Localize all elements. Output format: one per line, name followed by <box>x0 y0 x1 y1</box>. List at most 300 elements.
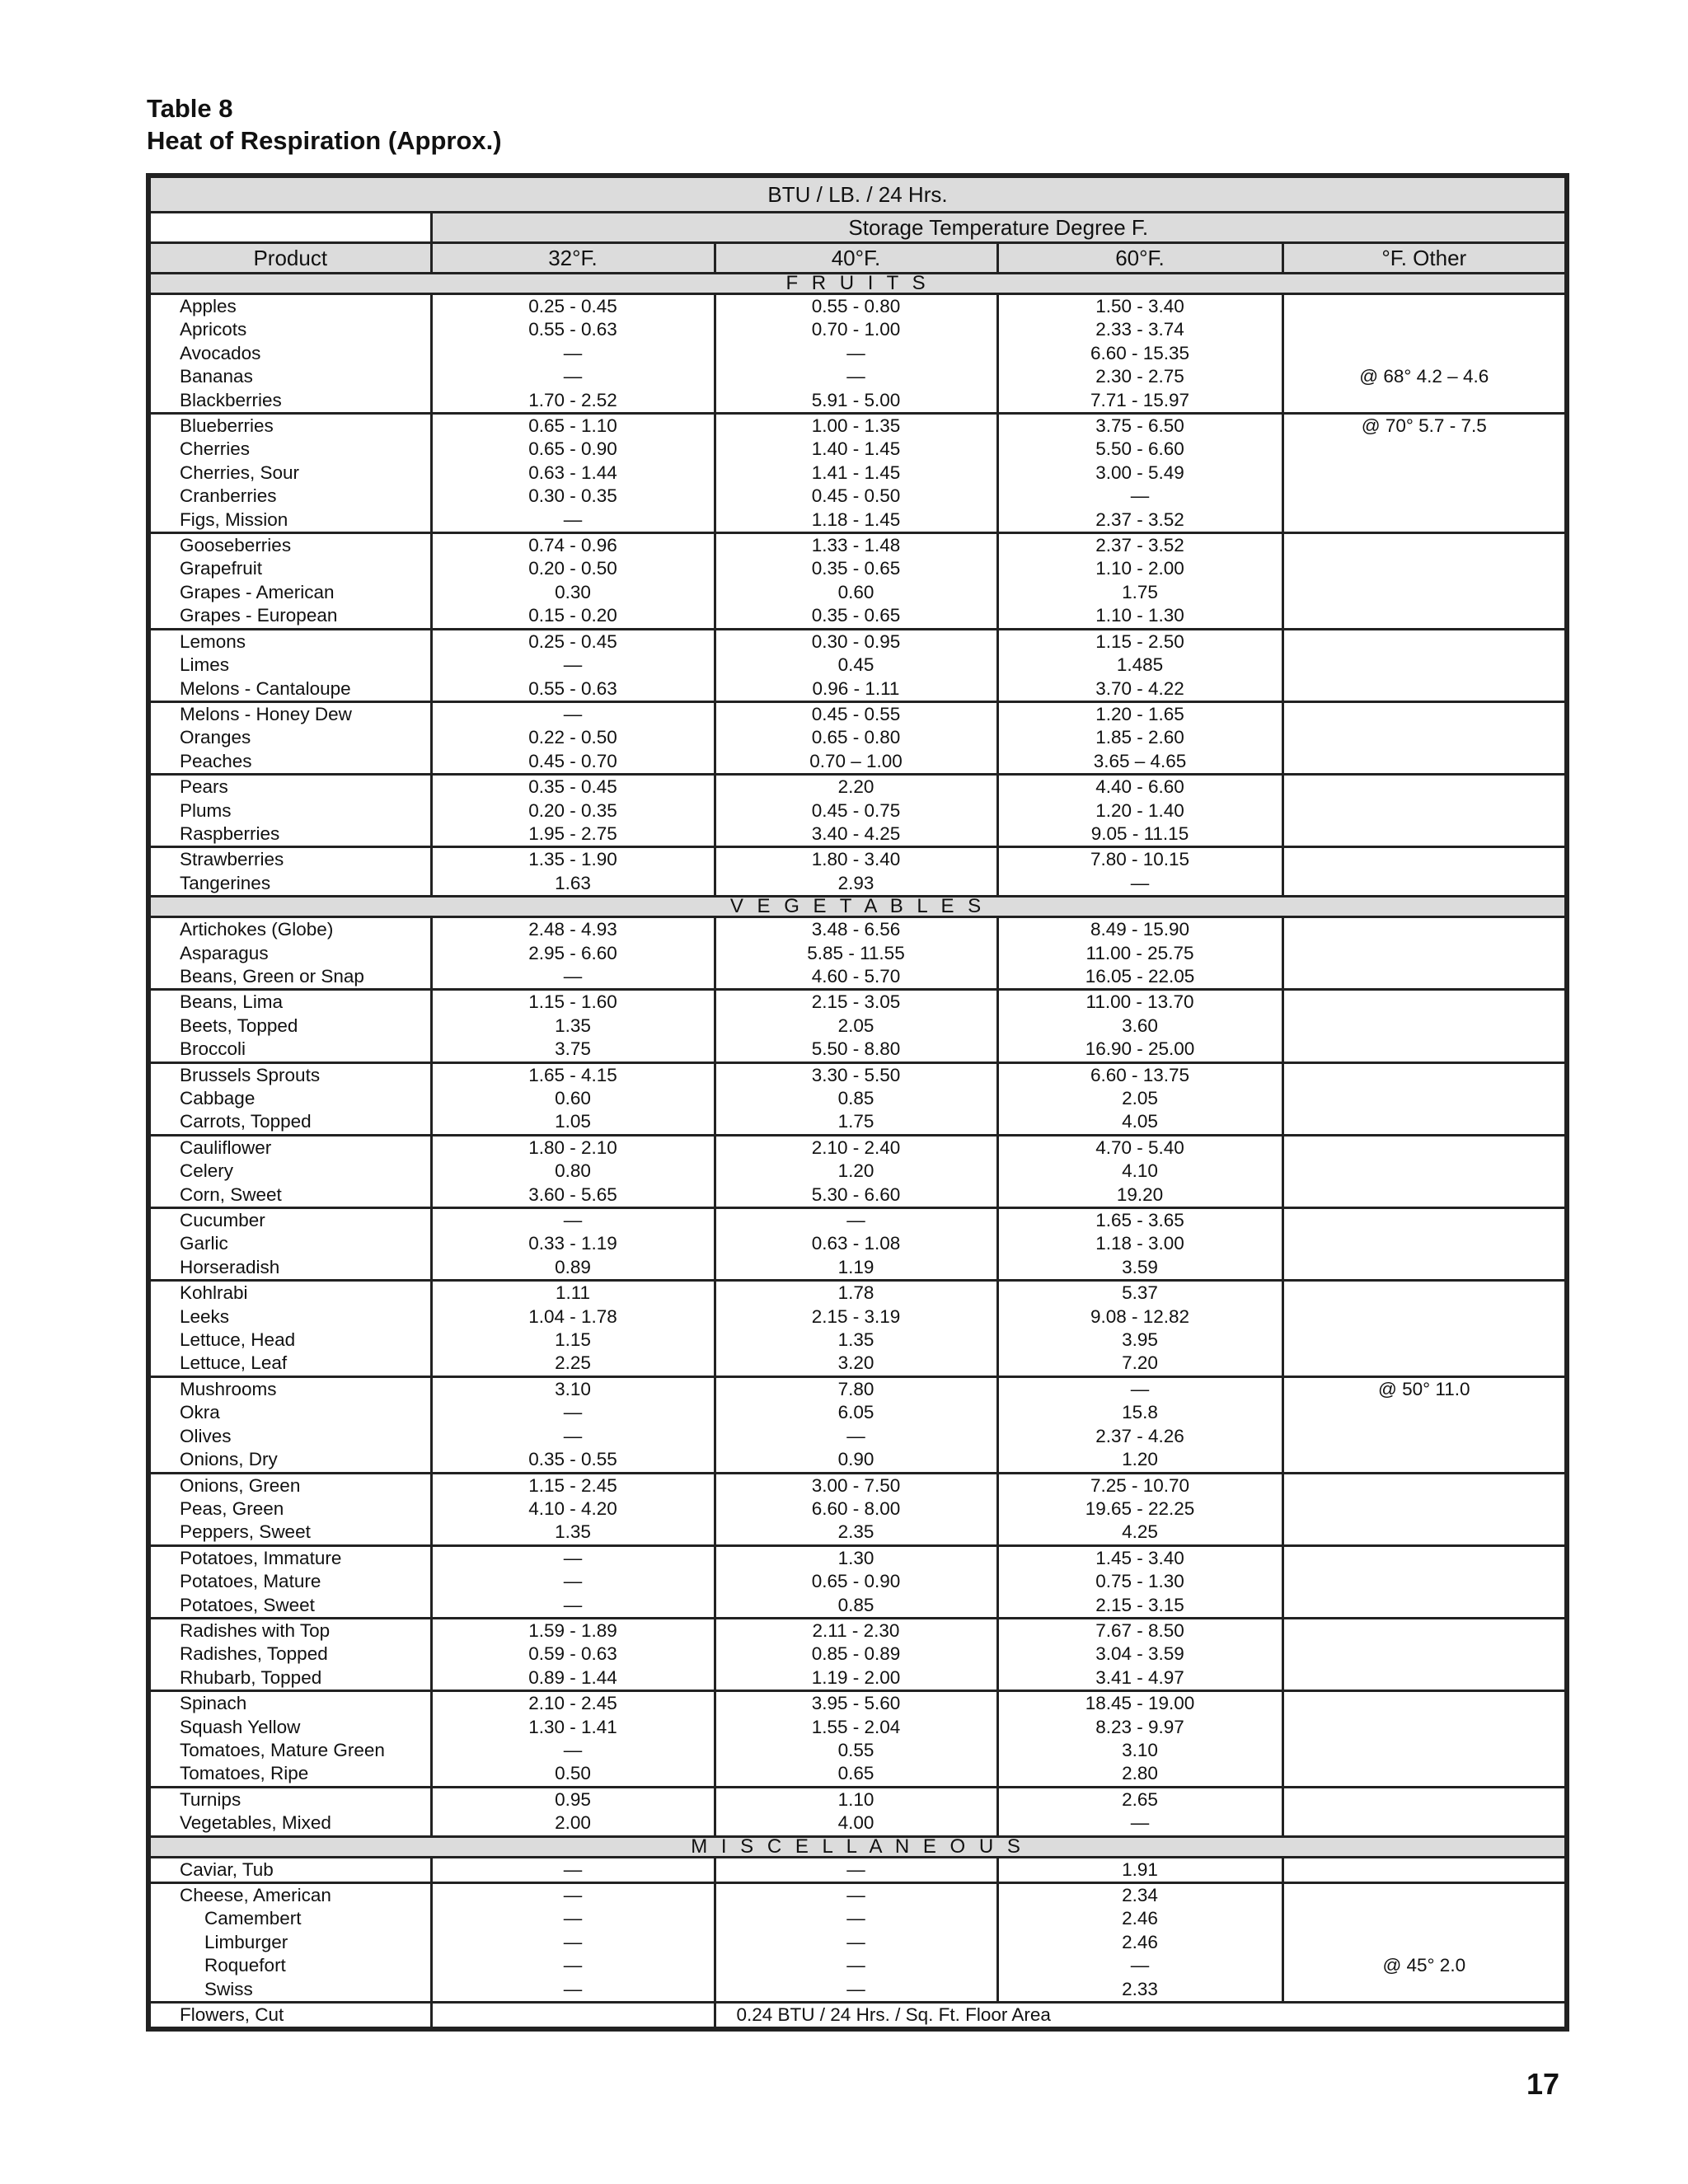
cell-product: Apples <box>148 294 431 319</box>
col-header-60f: 60°F. <box>997 243 1282 274</box>
table-row <box>148 1739 1567 1762</box>
cell-product: Broccoli <box>148 1038 431 1062</box>
cell-val-40f: 0.70 – 1.00 <box>715 750 997 775</box>
cell-val-40f: 0.35 - 0.65 <box>715 557 997 580</box>
cell-val-40f: 0.96 - 1.11 <box>715 677 997 702</box>
table-row <box>148 365 1567 388</box>
cell-product: Limburger <box>148 1931 431 1954</box>
cell-product: Cranberries <box>148 485 431 508</box>
cell-val-32f: — <box>431 1570 715 1593</box>
cell-val-other <box>1282 872 1567 897</box>
cell-val-40f: 3.95 - 5.60 <box>715 1691 997 1716</box>
table-row-flowers <box>148 2003 1567 2030</box>
table-row <box>148 1473 1567 1497</box>
cell-val-60f: 8.23 - 9.97 <box>997 1716 1282 1739</box>
table-row <box>148 1883 1567 1908</box>
cell-val-other: @ 70° 5.7 - 7.5 <box>1282 414 1567 438</box>
cell-val-40f: 0.85 <box>715 1087 997 1110</box>
table-label: Table 8 <box>147 94 233 123</box>
table-row <box>148 1232 1567 1255</box>
cell-val-32f: 1.11 <box>431 1281 715 1305</box>
cell-val-40f: — <box>715 1931 997 1954</box>
cell-val-other <box>1282 1716 1567 1739</box>
table-row <box>148 965 1567 990</box>
table-row <box>148 1521 1567 1545</box>
cell-val-40f: 0.55 <box>715 1739 997 1762</box>
cell-val-other <box>1282 533 1567 558</box>
cell-product: Camembert <box>148 1907 431 1930</box>
cell-val-other <box>1282 342 1567 365</box>
cell-val-32f: 0.25 - 0.45 <box>431 629 715 654</box>
cell-val-other <box>1282 1545 1567 1570</box>
cell-val-other <box>1282 1594 1567 1619</box>
cell-val-32f: 1.35 <box>431 1521 715 1545</box>
cell-val-other <box>1282 389 1567 414</box>
table-row <box>148 533 1567 558</box>
cell-val-other <box>1282 509 1567 533</box>
cell-val-32f: 0.33 - 1.19 <box>431 1232 715 1255</box>
cell-val-32f: — <box>431 1594 715 1619</box>
cell-val-32f: 2.10 - 2.45 <box>431 1691 715 1716</box>
cell-val-32f: — <box>431 1208 715 1233</box>
cell-val-other <box>1282 726 1567 749</box>
cell-val-other <box>1282 701 1567 726</box>
cell-val-32f: 1.65 - 4.15 <box>431 1062 715 1087</box>
cell-val-40f: 7.80 <box>715 1376 997 1401</box>
cell-val-40f: 2.10 - 2.40 <box>715 1135 997 1160</box>
table-row <box>148 1762 1567 1787</box>
cell-val-32f: — <box>431 509 715 533</box>
cell-product: Olives <box>148 1425 431 1448</box>
cell-val-60f: 4.05 <box>997 1110 1282 1135</box>
table-row <box>148 799 1567 823</box>
cell-val-40f: 2.05 <box>715 1015 997 1038</box>
cell-val-40f: 6.60 - 8.00 <box>715 1497 997 1521</box>
cell-val-40f: 2.15 - 3.19 <box>715 1305 997 1329</box>
cell-val-60f: 1.18 - 3.00 <box>997 1232 1282 1255</box>
cell-val-32f: — <box>431 1401 715 1424</box>
cell-val-other: @ 68° 4.2 – 4.6 <box>1359 366 1489 387</box>
cell-val-40f: 2.35 <box>715 1521 997 1545</box>
cell-val-60f: 2.33 - 3.74 <box>997 318 1282 341</box>
section-row <box>148 1836 1567 1857</box>
cell-val-other: @ 45° 2.0 <box>1382 1955 1466 1976</box>
cell-product: Onions, Dry <box>148 1448 431 1473</box>
cell-val-40f: 1.80 - 3.40 <box>715 847 997 872</box>
cell-val-40f: 0.70 - 1.00 <box>715 318 997 341</box>
cell-val-40f: 3.00 - 7.50 <box>715 1473 997 1497</box>
table-row <box>148 1448 1567 1473</box>
cell-val-40f: — <box>715 342 997 365</box>
table-row <box>148 1183 1567 1208</box>
cell-val-60f: 7.25 - 10.70 <box>997 1473 1282 1497</box>
table-row <box>148 1305 1567 1329</box>
cell-val-other <box>1282 1208 1567 1233</box>
cell-val-32f: 1.15 <box>431 1329 715 1352</box>
cell-val-other <box>1282 990 1567 1015</box>
cell-val-60f: 7.80 - 10.15 <box>997 847 1282 872</box>
table-row <box>148 1038 1567 1062</box>
cell-val-other <box>1282 654 1567 677</box>
cell-val-other <box>1282 1570 1567 1593</box>
cell-product: Apricots <box>148 318 431 341</box>
cell-product: Melons - Honey Dew <box>148 701 431 726</box>
table-row <box>148 1643 1567 1666</box>
cell-val-60f: 2.65 <box>997 1787 1282 1811</box>
cell-product: Turnips <box>148 1787 431 1811</box>
cell-val-60f: 3.59 <box>997 1256 1282 1281</box>
cell-product: Cherries <box>148 438 431 461</box>
table-row <box>148 604 1567 629</box>
cell-product: Mushrooms <box>148 1376 431 1401</box>
cell-val-32f: 0.65 - 0.90 <box>431 438 715 461</box>
cell-product: Grapefruit <box>148 557 431 580</box>
cell-val-other <box>1282 1329 1567 1352</box>
cell-val-32f: 1.15 - 1.60 <box>431 990 715 1015</box>
cell-val-40f: 0.55 - 0.80 <box>715 294 997 319</box>
cell-product: Potatoes, Immature <box>148 1545 431 1570</box>
col-header-40f: 40°F. <box>715 243 997 274</box>
cell-val-32f: 0.30 - 0.35 <box>431 485 715 508</box>
cell-val-60f: 2.37 - 4.26 <box>997 1425 1282 1448</box>
cell-val-40f: 2.15 - 3.05 <box>715 990 997 1015</box>
cell-val-60f: 3.65 – 4.65 <box>997 750 1282 775</box>
cell-product: Blackberries <box>148 389 431 414</box>
cell-val-40f: — <box>715 1978 997 2003</box>
cell-product: Beets, Topped <box>148 1015 431 1038</box>
cell-val-60f: 1.10 - 2.00 <box>997 557 1282 580</box>
cell-val-40f: 4.60 - 5.70 <box>715 965 997 990</box>
cell-val-60f: 5.37 <box>997 1281 1282 1305</box>
cell-val-32f: 0.25 - 0.45 <box>431 294 715 319</box>
cell-val-other <box>1282 1281 1567 1305</box>
cell-val-other <box>1282 1618 1567 1643</box>
cell-val-40f: 1.35 <box>715 1329 997 1352</box>
cell-product: Pears <box>148 775 431 799</box>
cell-val-other <box>1282 1643 1567 1666</box>
table-row <box>148 917 1567 942</box>
cell-val-60f: 11.00 - 13.70 <box>997 990 1282 1015</box>
table-row <box>148 1401 1567 1424</box>
cell-val-60f: — <box>997 872 1282 897</box>
table-row <box>148 462 1567 485</box>
cell-val-other <box>1282 629 1567 654</box>
cell-val-32f: 0.89 <box>431 1256 715 1281</box>
cell-val-32f: 4.10 - 4.20 <box>431 1497 715 1521</box>
cell-product: Lettuce, Leaf <box>148 1352 431 1376</box>
cell-val-60f: 6.60 - 15.35 <box>997 342 1282 365</box>
table-row <box>148 389 1567 414</box>
temp-header-row <box>148 213 1567 243</box>
table-row <box>148 485 1567 508</box>
cell-val-40f: 1.41 - 1.45 <box>715 462 997 485</box>
cell-product: Raspberries <box>148 823 431 847</box>
cell-val-other <box>1282 1762 1567 1787</box>
respiration-table <box>146 173 1569 2032</box>
cell-val-40f: 0.90 <box>715 1448 997 1473</box>
cell-val-other <box>1282 604 1567 629</box>
cell-val-60f: 15.8 <box>997 1401 1282 1424</box>
cell-val-other <box>1282 1666 1567 1691</box>
cell-val-32f: — <box>431 365 715 388</box>
cell-val-40f: — <box>715 365 997 388</box>
table-row <box>148 1545 1567 1570</box>
cell-val-40f: 5.50 - 8.80 <box>715 1038 997 1062</box>
cell-val-other <box>1282 1401 1567 1424</box>
cell-product: Grapes - European <box>148 604 431 629</box>
cell-val-40f: 0.85 - 0.89 <box>715 1643 997 1666</box>
table-row <box>148 1087 1567 1110</box>
cell-product: Spinach <box>148 1691 431 1716</box>
cell-val-40f: 1.40 - 1.45 <box>715 438 997 461</box>
table-row <box>148 1256 1567 1281</box>
cell-val-32f: 1.80 - 2.10 <box>431 1135 715 1160</box>
cell-product: Limes <box>148 654 431 677</box>
cell-val-40f: 6.05 <box>715 1401 997 1424</box>
cell-val-60f: 0.75 - 1.30 <box>997 1570 1282 1593</box>
cell-product: Lettuce, Head <box>148 1329 431 1352</box>
table-row <box>148 775 1567 799</box>
cell-val-60f: — <box>997 1954 1282 1977</box>
table-row <box>148 701 1567 726</box>
cell-product: Radishes with Top <box>148 1618 431 1643</box>
cell-val-32f: 0.63 - 1.44 <box>431 462 715 485</box>
cell-val-32f: 0.89 - 1.44 <box>431 1666 715 1691</box>
page-number: 17 <box>1526 2067 1560 2101</box>
cell-val-60f: 2.05 <box>997 1087 1282 1110</box>
cell-val-32f: 0.22 - 0.50 <box>431 726 715 749</box>
cell-val-other <box>1282 965 1567 990</box>
table-row <box>148 823 1567 847</box>
units-header: BTU / LB. / 24 Hrs. <box>148 176 1567 213</box>
cell-val-40f: — <box>715 1425 997 1448</box>
cell-product: Tangerines <box>148 872 431 897</box>
cell-val-40f: 0.45 - 0.75 <box>715 799 997 823</box>
cell-val-60f: 7.67 - 8.50 <box>997 1618 1282 1643</box>
cell-val-32f: 0.45 - 0.70 <box>431 750 715 775</box>
cell-val-60f: 3.75 - 6.50 <box>997 414 1282 438</box>
cell-val-other <box>1282 1062 1567 1087</box>
cell-product: Kohlrabi <box>148 1281 431 1305</box>
cell-product: Tomatoes, Mature Green <box>148 1739 431 1762</box>
header-blank <box>148 213 431 243</box>
cell-val-40f: 0.30 - 0.95 <box>715 629 997 654</box>
cell-val-40f: 0.60 <box>715 581 997 604</box>
table-row <box>148 1135 1567 1160</box>
cell-val-60f: 1.20 - 1.40 <box>997 799 1282 823</box>
table-row <box>148 557 1567 580</box>
cell-val-other <box>1282 1232 1567 1255</box>
table-row <box>148 438 1567 461</box>
cell-val-60f: 3.00 - 5.49 <box>997 462 1282 485</box>
cell-val-32f: 2.48 - 4.93 <box>431 917 715 942</box>
cell-val-60f: 4.10 <box>997 1160 1282 1183</box>
cell-val-32f: 1.15 - 2.45 <box>431 1473 715 1497</box>
cell-val-40f: 3.48 - 6.56 <box>715 917 997 942</box>
cell-val-40f: 5.30 - 6.60 <box>715 1183 997 1208</box>
cell-product: Cucumber <box>148 1208 431 1233</box>
cell-product: Beans, Green or Snap <box>148 965 431 990</box>
cell-val-60f: 1.15 - 2.50 <box>997 629 1282 654</box>
table-row <box>148 1666 1567 1691</box>
cell-val-32f: 0.50 <box>431 1762 715 1787</box>
col-header-product: Product <box>148 243 431 274</box>
cell-val-other <box>1282 799 1567 823</box>
cell-val-60f: 19.65 - 22.25 <box>997 1497 1282 1521</box>
cell-val-32f: 1.35 <box>431 1015 715 1038</box>
table-row <box>148 1931 1567 1954</box>
cell-val-40f: 0.63 - 1.08 <box>715 1232 997 1255</box>
cell-val-40f: 0.45 - 0.55 <box>715 701 997 726</box>
cell-val-32f: 1.05 <box>431 1110 715 1135</box>
cell-val-60f: 16.90 - 25.00 <box>997 1038 1282 1062</box>
cell-val-40f: 1.20 <box>715 1160 997 1183</box>
cell-product: Radishes, Topped <box>148 1643 431 1666</box>
cell-product: Rhubarb, Topped <box>148 1666 431 1691</box>
cell-val-other <box>1282 1038 1567 1062</box>
cell-val-60f: 1.20 - 1.65 <box>997 701 1282 726</box>
table-row <box>148 1160 1567 1183</box>
cell-val-40f: 0.35 - 0.65 <box>715 604 997 629</box>
table-row <box>148 1062 1567 1087</box>
cell-val-60f: 9.05 - 11.15 <box>997 823 1282 847</box>
cell-val-other <box>1282 1256 1567 1281</box>
cell-product: Potatoes, Sweet <box>148 1594 431 1619</box>
table-row <box>148 1787 1567 1811</box>
cell-val-other <box>1282 1135 1567 1160</box>
cell-val-other <box>1282 823 1567 847</box>
cell-val-other <box>1282 1883 1567 1908</box>
cell-val-40f: — <box>715 1954 997 1977</box>
cell-val-32f: — <box>431 342 715 365</box>
cell-val-other <box>1282 1015 1567 1038</box>
cell-val-32f: 0.60 <box>431 1087 715 1110</box>
cell-val-60f: 1.45 - 3.40 <box>997 1545 1282 1570</box>
cell-val-32f: 0.55 - 0.63 <box>431 318 715 341</box>
table-row <box>148 677 1567 702</box>
cell-product: Plums <box>148 799 431 823</box>
cell-val-other <box>1282 1978 1567 2003</box>
cell-val-other <box>1282 462 1567 485</box>
table-row <box>148 1015 1567 1038</box>
cell-val-40f: 1.33 - 1.48 <box>715 533 997 558</box>
cell-val-60f: — <box>997 1376 1282 1401</box>
cell-val-other <box>1282 1110 1567 1135</box>
cell-val-32f: 0.15 - 0.20 <box>431 604 715 629</box>
cell-product: Squash Yellow <box>148 1716 431 1739</box>
cell-product: Swiss <box>148 1978 431 2003</box>
table-row <box>148 629 1567 654</box>
table-row <box>148 1497 1567 1521</box>
table-body <box>148 274 1567 2030</box>
cell-product: Cheese, American <box>148 1883 431 1908</box>
cell-val-32f: — <box>431 1907 715 1930</box>
cell-val-32f: 0.95 <box>431 1787 715 1811</box>
cell-val-32f: — <box>431 1883 715 1908</box>
cell-val-60f: 1.50 - 3.40 <box>997 294 1282 319</box>
cell-val-32f: 0.35 - 0.45 <box>431 775 715 799</box>
cell-val-other <box>1282 1521 1567 1545</box>
column-header-row <box>148 243 1567 274</box>
cell-val-32f: — <box>431 1545 715 1570</box>
cell-val-40f: 5.91 - 5.00 <box>715 389 997 414</box>
cell-val-other <box>1282 917 1567 942</box>
section-row <box>148 897 1567 917</box>
cell-val-60f: 1.485 <box>997 654 1282 677</box>
cell-val-32f: 3.10 <box>431 1376 715 1401</box>
section-title: V E G E T A B L E S <box>148 897 1567 917</box>
cell-product: Grapes - American <box>148 581 431 604</box>
cell-val-40f: 2.11 - 2.30 <box>715 1618 997 1643</box>
table-row <box>148 847 1567 872</box>
cell-val-32f: 1.63 <box>431 872 715 897</box>
cell-val-60f: 2.80 <box>997 1762 1282 1787</box>
cell-val-other <box>1282 318 1567 341</box>
cell-val-32f: 1.70 - 2.52 <box>431 389 715 414</box>
cell-val-32f: 0.55 - 0.63 <box>431 677 715 702</box>
cell-product: Corn, Sweet <box>148 1183 431 1208</box>
cell-val-60f: 3.10 <box>997 1739 1282 1762</box>
table-title: Heat of Respiration (Approx.) <box>147 126 502 155</box>
cell-val-60f: 1.65 - 3.65 <box>997 1208 1282 1233</box>
cell-val-32f <box>431 2003 715 2030</box>
section-title: M I S C E L L A N E O U S <box>148 1836 1567 1857</box>
cell-val-40f: — <box>715 1857 997 1882</box>
cell-product: Peppers, Sweet <box>148 1521 431 1545</box>
table-row <box>148 872 1567 897</box>
cell-product: Avocados <box>148 342 431 365</box>
cell-val-60f: 3.95 <box>997 1329 1282 1352</box>
table-row <box>148 318 1567 341</box>
cell-val-40f: 1.19 - 2.00 <box>715 1666 997 1691</box>
cell-val-32f: 2.00 <box>431 1811 715 1836</box>
col-header-32f: 32°F. <box>431 243 715 274</box>
cell-val-32f: — <box>431 1931 715 1954</box>
cell-val-40f: 1.55 - 2.04 <box>715 1716 997 1739</box>
table-row <box>148 750 1567 775</box>
cell-val-60f: 1.85 - 2.60 <box>997 726 1282 749</box>
cell-val-32f: 0.20 - 0.50 <box>431 557 715 580</box>
cell-val-other <box>1282 294 1567 319</box>
cell-val-32f: 1.59 - 1.89 <box>431 1618 715 1643</box>
cell-val-other <box>1282 847 1567 872</box>
table-row <box>148 1281 1567 1305</box>
cell-val-32f: 3.75 <box>431 1038 715 1062</box>
cell-val-40f: 0.45 <box>715 654 997 677</box>
cell-val-40f: 1.19 <box>715 1256 997 1281</box>
cell-val-other <box>1282 1787 1567 1811</box>
cell-val-other <box>1282 1305 1567 1329</box>
cell-product: Cabbage <box>148 1087 431 1110</box>
table-row <box>148 1425 1567 1448</box>
cell-product: Beans, Lima <box>148 990 431 1015</box>
cell-product: Asparagus <box>148 942 431 965</box>
cell-val-60f: 4.70 - 5.40 <box>997 1135 1282 1160</box>
cell-val-40f: 3.30 - 5.50 <box>715 1062 997 1087</box>
cell-val-32f: 0.35 - 0.55 <box>431 1448 715 1473</box>
cell-val-32f: — <box>431 1425 715 1448</box>
cell-val-32f: 1.30 - 1.41 <box>431 1716 715 1739</box>
table-row <box>148 581 1567 604</box>
cell-val-other <box>1282 1160 1567 1183</box>
cell-product: Brussels Sprouts <box>148 1062 431 1087</box>
cell-product: Onions, Green <box>148 1473 431 1497</box>
cell-val-40f: 1.30 <box>715 1545 997 1570</box>
cell-product: Blueberries <box>148 414 431 438</box>
cell-product: Peaches <box>148 750 431 775</box>
cell-product: Figs, Mission <box>148 509 431 533</box>
table-row <box>148 1376 1567 1401</box>
